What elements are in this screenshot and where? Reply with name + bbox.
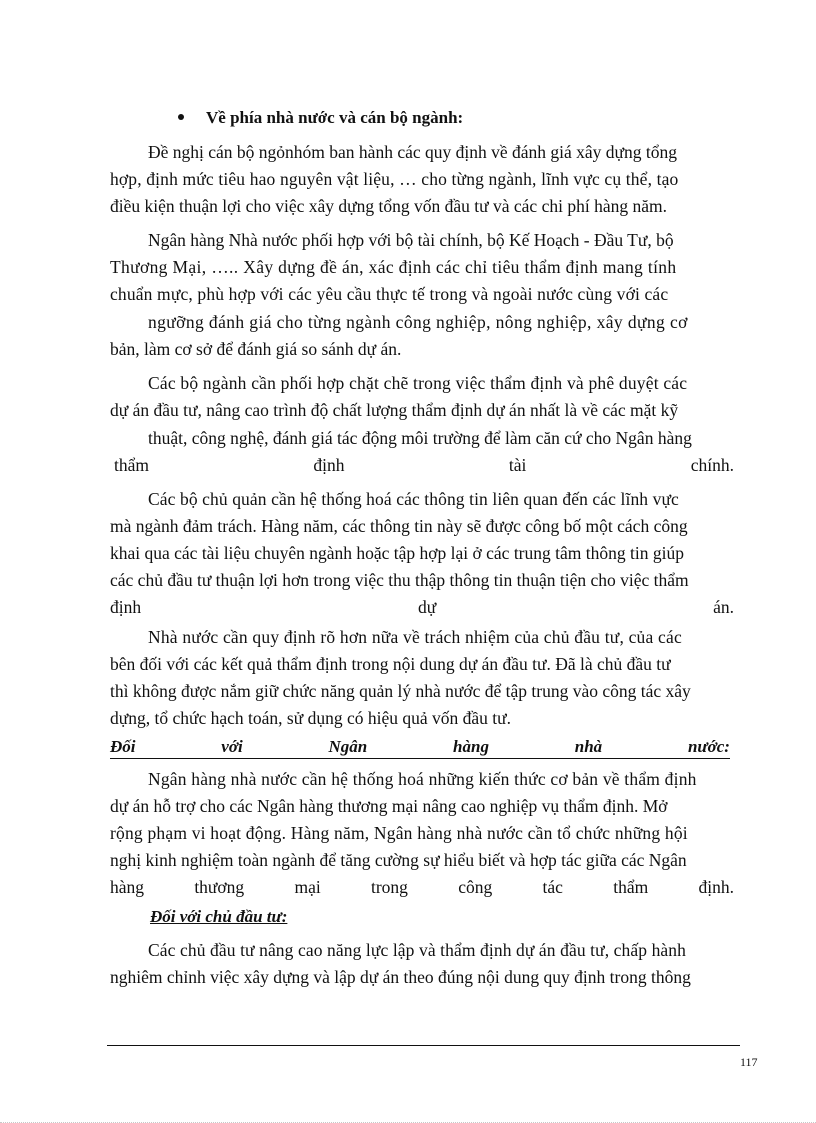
- word: án.: [713, 597, 734, 617]
- word: định.: [698, 877, 734, 897]
- line-text: khai qua các tài liệu chuyên ngành hoặc tập hợp lại ở các trung tâm thông tin giúp: [110, 543, 684, 563]
- word: tác: [542, 877, 563, 897]
- word: định: [313, 455, 345, 475]
- line-text: dựng, tổ chức hạch toán, sử dụng có hiệu quả vốn đầu tư.: [110, 708, 511, 728]
- word: trong: [370, 877, 408, 897]
- paragraph-line: [148, 373, 687, 394]
- page-number: 117: [740, 1055, 758, 1069]
- line-text: Ngân hàng Nhà nước phối hợp với bộ tài chính, bộ Kế Hoạch - Đầu Tư, bộ: [148, 230, 674, 250]
- paragraph-line: [110, 681, 691, 702]
- paragraph-line: [110, 257, 677, 278]
- paragraph-line: [148, 940, 686, 961]
- paragraph-line: [110, 169, 734, 190]
- bullet-icon: [178, 114, 184, 120]
- line-text: mà ngành đảm trách. Hàng năm, các thông tin này sẽ được công bố một cách công: [110, 516, 688, 536]
- paragraph-line: [148, 489, 679, 510]
- word: công: [458, 877, 493, 897]
- paragraph-line: [148, 230, 674, 251]
- paragraph-line: [110, 284, 668, 305]
- line-text: chuẩn mực, phù hợp với các yêu cầu thực tế trong và ngoài nước cùng với các: [110, 284, 669, 304]
- line-text: thuật, công nghệ, đánh giá tác động môi trường để làm căn cứ cho Ngân hàng: [148, 428, 692, 448]
- line-text: bản, làm cơ sở để đánh giá so sánh dự án.: [110, 339, 402, 359]
- heading-investor: Đối với chủ đầu tư:: [150, 907, 288, 926]
- line-text: Đề nghị cán bộ ngỏnhóm ban hành các quy định về đánh giá xây dựng tổng: [148, 142, 678, 162]
- line-text: các chủ đầu tư thuận lợi hơn trong việc thu thập thông tin thuận tiện cho việc thẩm: [110, 570, 689, 590]
- paragraph-line: [110, 400, 678, 421]
- word: thương: [194, 877, 245, 897]
- heading-underline: [110, 758, 730, 759]
- paragraph-line-spread: [110, 877, 734, 898]
- line-text: dự án hỗ trợ cho các Ngân hàng thương mại nâng cao nghiệp vụ thẩm định. Mở: [110, 796, 668, 816]
- line-text: hợp, định mức tiêu hao nguyên vật liệu, … cho từng ngành, lĩnh vực cụ thể, tạo: [110, 169, 679, 189]
- line-text: Các bộ ngành cần phối hợp chặt chẽ trong việc thẩm định và phê duyệt các: [148, 373, 688, 393]
- word: Ngân: [328, 737, 368, 756]
- paragraph-line: [110, 823, 688, 844]
- paragraph-line-spread: [110, 597, 734, 618]
- word: tài: [508, 455, 527, 475]
- line-text: rộng phạm vi hoạt động. Hàng năm, Ngân hàng nhà nước cần tổ chức những hội: [110, 823, 688, 843]
- word: Đối: [110, 737, 136, 756]
- footer-rule: [107, 1045, 740, 1046]
- section-heading-text: Về phía nhà nước và cán bộ ngành:: [206, 108, 464, 127]
- paragraph-line: [110, 570, 689, 591]
- line-text: dự án đầu tư, nâng cao trình độ chất lượng thẩm định dự án nhất là về các mặt kỹ: [110, 400, 679, 420]
- paragraph-line: [110, 708, 511, 729]
- line-text: Thương Mại, ….. Xây dựng đề án, xác định các chỉ tiêu thẩm định mang tính: [110, 257, 677, 277]
- line-text: ngưỡng đánh giá cho từng ngành công nghiệp, nông nghiệp, xây dựng cơ: [148, 312, 688, 332]
- paragraph-line: [148, 142, 734, 163]
- word: định: [110, 597, 142, 617]
- paragraph-line: [110, 516, 688, 537]
- word: hàng: [110, 877, 145, 897]
- paragraph-line: [110, 339, 401, 360]
- word: hàng: [453, 737, 489, 756]
- line-text: thì không được nắm giữ chức năng quản lý nhà nước để tập trung vào công tác xây: [110, 681, 691, 701]
- word: nhà: [574, 737, 603, 756]
- paragraph-line: [110, 967, 691, 988]
- paragraph-line: [110, 850, 687, 871]
- heading-state-bank: [110, 737, 730, 757]
- word: nước:: [687, 737, 730, 756]
- word: với: [221, 737, 243, 756]
- word: dự: [417, 597, 437, 617]
- paragraph-line: [148, 627, 682, 648]
- paragraph-line: [110, 796, 668, 817]
- line-text: Ngân hàng nhà nước cần hệ thống hoá những kiến thức cơ bản về thẩm định: [148, 769, 697, 789]
- word: mại: [294, 877, 321, 897]
- word: chính.: [690, 455, 734, 475]
- line-text: điều kiện thuận lợi cho việc xây dựng tổng vốn đầu tư và các chi phí hàng năm.: [110, 196, 667, 216]
- line-text: nghị kinh nghiệm toàn ngành để tăng cường sự hiểu biết và hợp tác giữa các Ngân: [110, 850, 687, 870]
- line-text: Các bộ chủ quản cần hệ thống hoá các thông tin liên quan đến các lĩnh vực: [148, 489, 679, 509]
- paragraph-line-spread: [114, 455, 734, 476]
- line-text: bên đối với các kết quả thẩm định trong nội dung dự án đầu tư. Đã là chủ đầu tư: [110, 654, 671, 674]
- word: thẩm: [613, 877, 649, 897]
- line-text: Nhà nước cần quy định rõ hơn nữa về trách nhiệm của chủ đầu tư, của các: [148, 627, 682, 647]
- line-text: nghiêm chỉnh việc xây dựng và lập dự án theo đúng nội dung quy định trong thông: [110, 967, 691, 987]
- paragraph-line: [110, 654, 671, 675]
- word: thẩm: [114, 455, 149, 475]
- paragraph-line: [148, 769, 697, 790]
- paragraph-line: [110, 543, 684, 564]
- paragraph-line: [148, 312, 688, 333]
- line-text: Các chủ đầu tư nâng cao năng lực lập và thẩm định dự án đầu tư, chấp hành: [148, 940, 686, 960]
- paragraph-line: [148, 428, 692, 449]
- section-heading: [178, 108, 463, 128]
- paragraph-line: [110, 196, 734, 217]
